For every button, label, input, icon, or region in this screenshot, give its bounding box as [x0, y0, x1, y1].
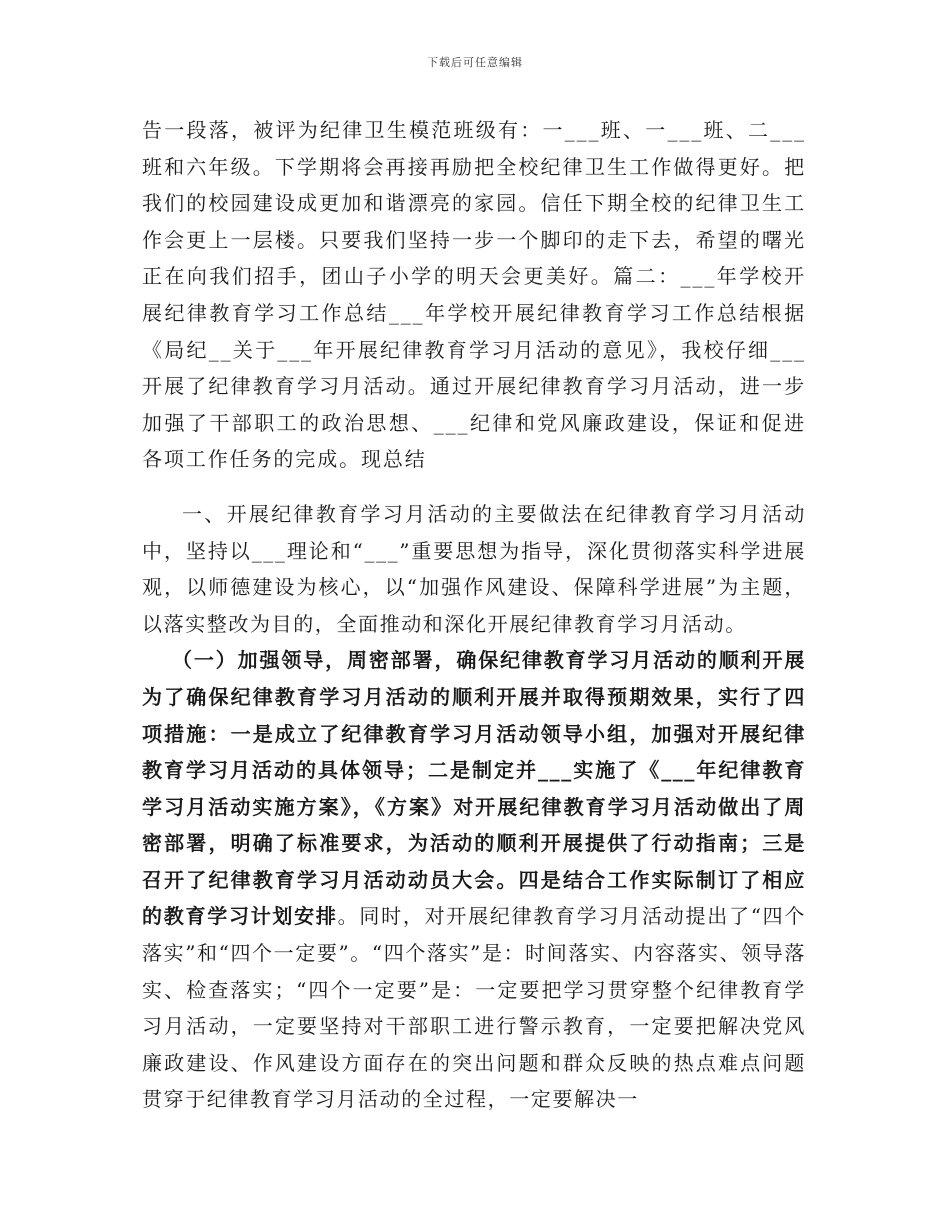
paragraph-3-rest: 。同时，对开展纪律教育学习月活动提出了“四个落实”和“四个一定要”。“四个落实”是：时间落实、内容落实、领导落实、检查落实；“四个一定要”是：一定要把学习贯穿整个纪律教育学习月活动，一定要坚持对干部职工进行警示教育，一定要把解决党风廉政建设、作风建设方面存在的突出问题和群众反映的热点难点问题贯穿于纪律教育学习月活动的全过程，一定要解决一 [142, 904, 806, 1112]
paragraph-2: 一、开展纪律教育学习月活动的主要做法在纪律教育学习月活动中，坚持以___理论和“___”重要思想为指导，深化贯彻落实科学进展观，以师德建设为核心，以“加强作风建设、保障科学进展”为主题，以落实整改为目的，全面推动和深化开展纪律教育学习月活动。 [142, 501, 806, 636]
page-header: 下载后可任意编辑 [427, 56, 523, 69]
paragraph-3-bold-lead: （一）加强领导，周密部署，确保纪律教育学习月活动的顺利开展为了确保纪律教育学习月活动的顺利开展并取得预期效果，实行了四项措施：一是成立了纪律教育学习月活动领导小组，加强对开展纪律教育学习月活动的具体领导；二是制定并___实施了《___年纪律教育学习月活动实施方案》，《方案》对开展纪律教育学习月活动做出了周密部署，明确了标准要求，为活动的顺利开展提供了行动指南；三是召开了纪律教育学习月活动动员大会。四是结合工作实际制订了相应的教育学习计划安排 [142, 648, 806, 929]
paragraph-3 [142, 642, 806, 1118]
paragraph-1: 告一段落，被评为纪律卫生模范班级有：一___班、一___班、二___班和六年级。下学期将会再接再励把全校纪律卫生工作做得更好。把我们的校园建设成更加和谐漂亮的家园。信任下期全校的纪律卫生工作会更上一层楼。只要我们坚持一步一个脚印的走下去，希望的曙光正在向我们招手，团山子小学的明天会更美好。篇二：___年学校开展纪律教育学习工作总结___年学校开展纪律教育学习工作总结根据《局纪__关于___年开展纪律教育学习月活动的意见》，我校仔细___开展了纪律教育学习月活动。通过开展纪律教育学习月活动，进一步加强了干部职工的政治思想、___纪律和党风廉政建设，保证和促进各项工作任务的完成。现总结 [142, 118, 806, 472]
document-body [142, 112, 806, 1118]
